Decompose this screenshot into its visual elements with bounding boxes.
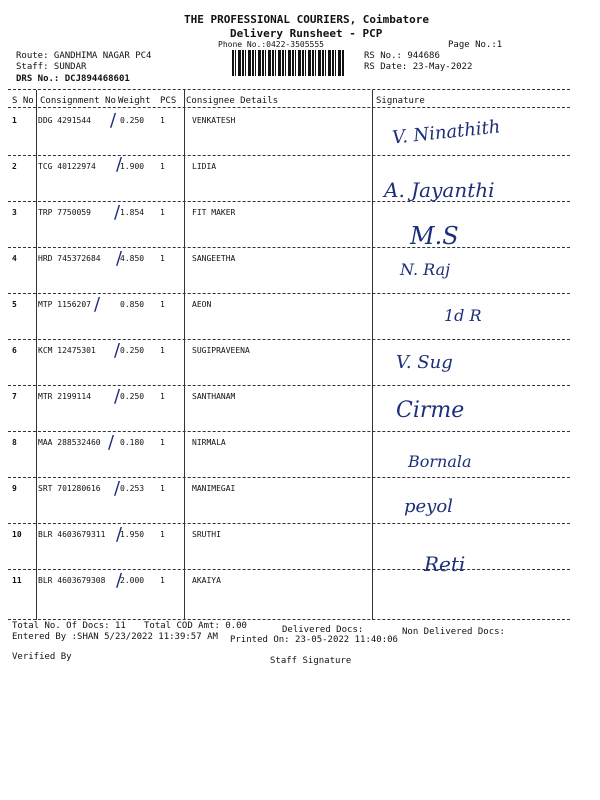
route: Route: GANDHIMA NAGAR PC4 xyxy=(16,51,152,61)
signature: V. Sug xyxy=(396,352,453,373)
row-consignment: BLR 4603679311 xyxy=(38,530,106,539)
row-sno: 10 xyxy=(12,530,22,539)
checkmark-icon: / xyxy=(116,570,123,591)
row-sno: 8 xyxy=(12,438,17,447)
signature: 1d R xyxy=(444,306,482,325)
signature: Reti xyxy=(424,552,466,576)
checkmark-icon: / xyxy=(116,154,123,175)
row-sno: 9 xyxy=(12,484,17,493)
row-consignee: AKAIYA xyxy=(192,576,221,585)
row-consignee: SUGIPRAVEENA xyxy=(192,346,250,355)
table-row xyxy=(8,476,570,522)
checkmark-icon: / xyxy=(114,386,121,407)
staff: Staff: SUNDAR xyxy=(16,62,87,72)
row-sno: 4 xyxy=(12,254,17,263)
row-consignee: NIRMALA xyxy=(192,438,226,447)
barcode xyxy=(232,50,344,76)
table-row xyxy=(8,200,570,246)
row-weight: 1.854 xyxy=(120,208,145,217)
checkmark-icon: / xyxy=(110,110,117,131)
checkmark-icon: / xyxy=(114,340,121,361)
row-weight: 2.000 xyxy=(120,576,145,585)
row-pcs: 1 xyxy=(160,162,165,171)
row-consignee: LIDIA xyxy=(192,162,217,171)
row-weight: 0.250 xyxy=(120,116,145,125)
row-weight: 1.900 xyxy=(120,162,145,171)
col-signature: Signature xyxy=(376,96,425,106)
table-row xyxy=(8,384,570,430)
row-pcs: 1 xyxy=(160,530,165,539)
row-sno: 5 xyxy=(12,300,17,309)
signature: Cirme xyxy=(396,398,465,423)
delivered-docs: Delivered Docs: xyxy=(282,625,364,635)
table-row xyxy=(8,522,570,568)
col-weight: Weight xyxy=(118,96,151,106)
row-pcs: 1 xyxy=(160,300,165,309)
divider xyxy=(8,619,570,620)
table-row xyxy=(8,246,570,292)
page-number: Page No.:1 xyxy=(448,40,503,50)
col-sno: S No xyxy=(12,96,34,106)
total-cod: Total COD Amt: 0.00 xyxy=(144,621,247,631)
signature: Bornala xyxy=(408,452,472,471)
total-docs: Total No. Of Docs: 11 xyxy=(12,621,126,631)
divider xyxy=(8,89,570,90)
row-sno: 3 xyxy=(12,208,17,217)
row-weight: 0.850 xyxy=(120,300,145,309)
row-consignment: TCG 40122974 xyxy=(38,162,96,171)
row-sno: 7 xyxy=(12,392,17,401)
row-consignment: SRT 701280616 xyxy=(38,484,101,493)
checkmark-icon: / xyxy=(108,432,115,453)
rs-number: RS No.: 944686 xyxy=(364,51,440,61)
row-consignee: SANGEETHA xyxy=(192,254,236,263)
non-delivered-docs: Non Delivered Docs: xyxy=(402,627,505,637)
row-consignment: HRD 745372684 xyxy=(38,254,101,263)
col-pcs: PCS xyxy=(160,96,177,106)
checkmark-icon: / xyxy=(116,524,123,545)
row-consignee: FIT MAKER xyxy=(192,208,236,217)
row-pcs: 1 xyxy=(160,116,165,125)
printed-on: Printed On: 23-05-2022 11:40:06 xyxy=(230,635,398,645)
row-consignment: BLR 4603679308 xyxy=(38,576,106,585)
row-weight: 0.180 xyxy=(120,438,145,447)
row-weight: 0.253 xyxy=(120,484,145,493)
row-pcs: 1 xyxy=(160,438,165,447)
signature: N. Raj xyxy=(400,260,451,279)
col-consignment: Consignment No xyxy=(40,96,116,106)
checkmark-icon: / xyxy=(116,248,123,269)
row-pcs: 1 xyxy=(160,208,165,217)
row-pcs: 1 xyxy=(160,346,165,355)
row-consignment: MAA 288532460 xyxy=(38,438,101,447)
row-consignee: SANTHANAM xyxy=(192,392,236,401)
signature: V. Ninathith xyxy=(391,116,502,149)
row-weight: 4.850 xyxy=(120,254,145,263)
table-row xyxy=(8,568,570,614)
runsheet-subtitle: Delivery Runsheet - PCP xyxy=(230,27,383,40)
drs-number: DRS No.: DCJ894468601 xyxy=(16,74,130,84)
checkmark-icon: / xyxy=(114,202,121,223)
row-consignee: MANIMEGAI xyxy=(192,484,236,493)
signature: A. Jayanthi xyxy=(384,178,495,202)
company-title: THE PROFESSIONAL COURIERS, Coimbatore xyxy=(184,13,430,26)
row-weight: 0.250 xyxy=(120,346,145,355)
row-consignment: MTR 2199114 xyxy=(38,392,91,401)
signature: M.S xyxy=(410,222,459,250)
row-consignee: AEON xyxy=(192,300,212,309)
row-sno: 6 xyxy=(12,346,17,355)
row-weight: 0.250 xyxy=(120,392,145,401)
row-sno: 11 xyxy=(12,576,22,585)
row-consignment: KCM 12475301 xyxy=(38,346,96,355)
rs-date: RS Date: 23-May-2022 xyxy=(364,62,473,72)
row-consignment: MTP 1156207 xyxy=(38,300,91,309)
row-consignee: SRUTHI xyxy=(192,530,221,539)
table-row xyxy=(8,338,570,384)
row-sno: 1 xyxy=(12,116,17,125)
row-pcs: 1 xyxy=(160,254,165,263)
col-consignee: Consignee Details xyxy=(186,96,279,106)
verified-by: Verified By xyxy=(12,652,72,662)
staff-signature: Staff Signature xyxy=(270,656,352,666)
row-pcs: 1 xyxy=(160,392,165,401)
checkmark-icon: / xyxy=(94,294,101,315)
entered-by: Entered By :SHAN 5/23/2022 11:39:57 AM xyxy=(12,632,218,642)
row-pcs: 1 xyxy=(160,484,165,493)
phone-number: Phone No.:0422-3505555 xyxy=(218,40,324,49)
row-sno: 2 xyxy=(12,162,17,171)
row-consignment: DDG 4291544 xyxy=(38,116,91,125)
row-weight: 1.950 xyxy=(120,530,145,539)
checkmark-icon: / xyxy=(114,478,121,499)
table-row xyxy=(8,292,570,338)
row-pcs: 1 xyxy=(160,576,165,585)
signature: peyol xyxy=(404,496,453,517)
table-row xyxy=(8,430,570,476)
row-consignee: VENKATESH xyxy=(192,116,236,125)
row-consignment: TRP 7750059 xyxy=(38,208,91,217)
